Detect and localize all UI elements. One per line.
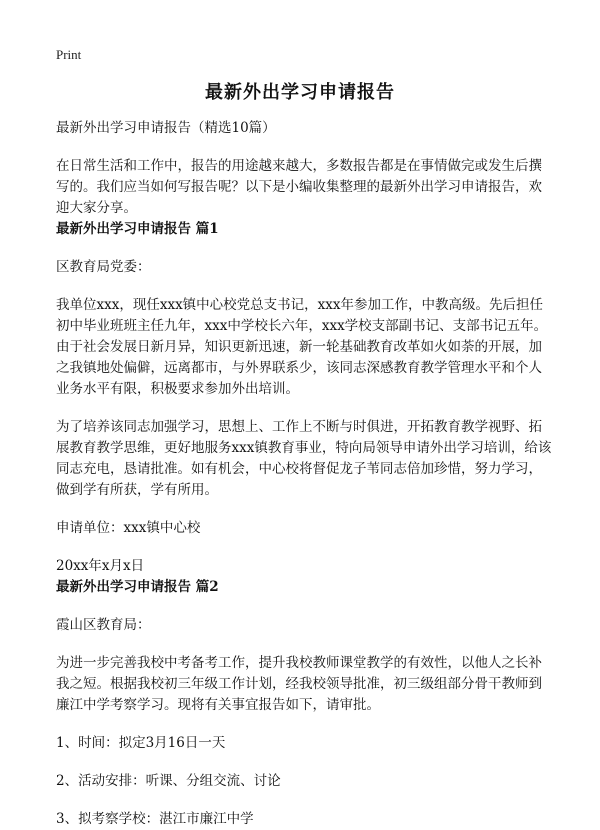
section-1-paragraph-2: 为了培养该同志加强学习，思想上、工作上不断与时俱进，开拓教育教学视野、拓展教育教学思维，更好地服务xxx镇教育事业，特向局领导申请外出学习培训，给该同志充电，恳请批准。如有机会，中心校将督促龙子苇同志倍加珍惜，努力学习，做到学有所获，学有所用。 xyxy=(56,419,552,498)
section-2-item-2: 2、活动安排：听课、分组交流、讨论 xyxy=(56,773,281,789)
section-1-date: 20xx年x月x日 xyxy=(56,558,145,574)
section-1-heading: 最新外出学习申请报告 篇1 xyxy=(56,221,219,237)
print-label: Print xyxy=(56,47,82,62)
document-body xyxy=(56,118,554,830)
document-title: 最新外出学习申请报告 xyxy=(205,82,395,103)
section-2-salutation: 霞山区教育局： xyxy=(56,617,151,633)
section-2-item-1: 1、时间：拟定3月16日一天 xyxy=(56,735,226,751)
section-2-heading: 最新外出学习申请报告 篇2 xyxy=(56,579,219,595)
intro-paragraph: 在日常生活和工作中，报告的用途越来越大，多数报告都是在事情做完或发生后撰写的。我们应当如何写报告呢？以下是小编收集整理的最新外出学习申请报告，欢迎大家分享。 xyxy=(56,158,542,216)
section-2-paragraph-1: 为进一步完善我校中考备考工作，提升我校教师课堂教学的有效性，以他人之长补我之短。根据我校初三年级工作计划，经我校领导批准，初三级组部分骨干教师到廉江中学考察学习。现将有关事宜报告如下，请审批。 xyxy=(56,655,542,713)
section-1-salutation: 区教育局党委： xyxy=(56,259,151,275)
section-1-applicant: 申请单位：xxx镇中心校 xyxy=(56,520,201,536)
document-subtitle: 最新外出学习申请报告（精选10篇） xyxy=(56,120,276,136)
section-1-paragraph-1: 我单位xxx，现任xxx镇中心校党总支书记，xxx年参加工作，中教高级。先后担任初中毕业班班主任九年，xxx中学校长六年，xxx学校支部副书记、支部书记五年。由于社会发展日新月异，知识更新迅速，新一轮基础教育改革如火如荼的开展，加之我镇地处偏僻，远离都市，与外界联系少，该同志深感教育教学管理水平和个人业务水平有限，积极要求参加外出培训。 xyxy=(56,297,548,397)
section-2-item-3: 3、拟考察学校：湛江市廉江中学 xyxy=(56,811,254,827)
